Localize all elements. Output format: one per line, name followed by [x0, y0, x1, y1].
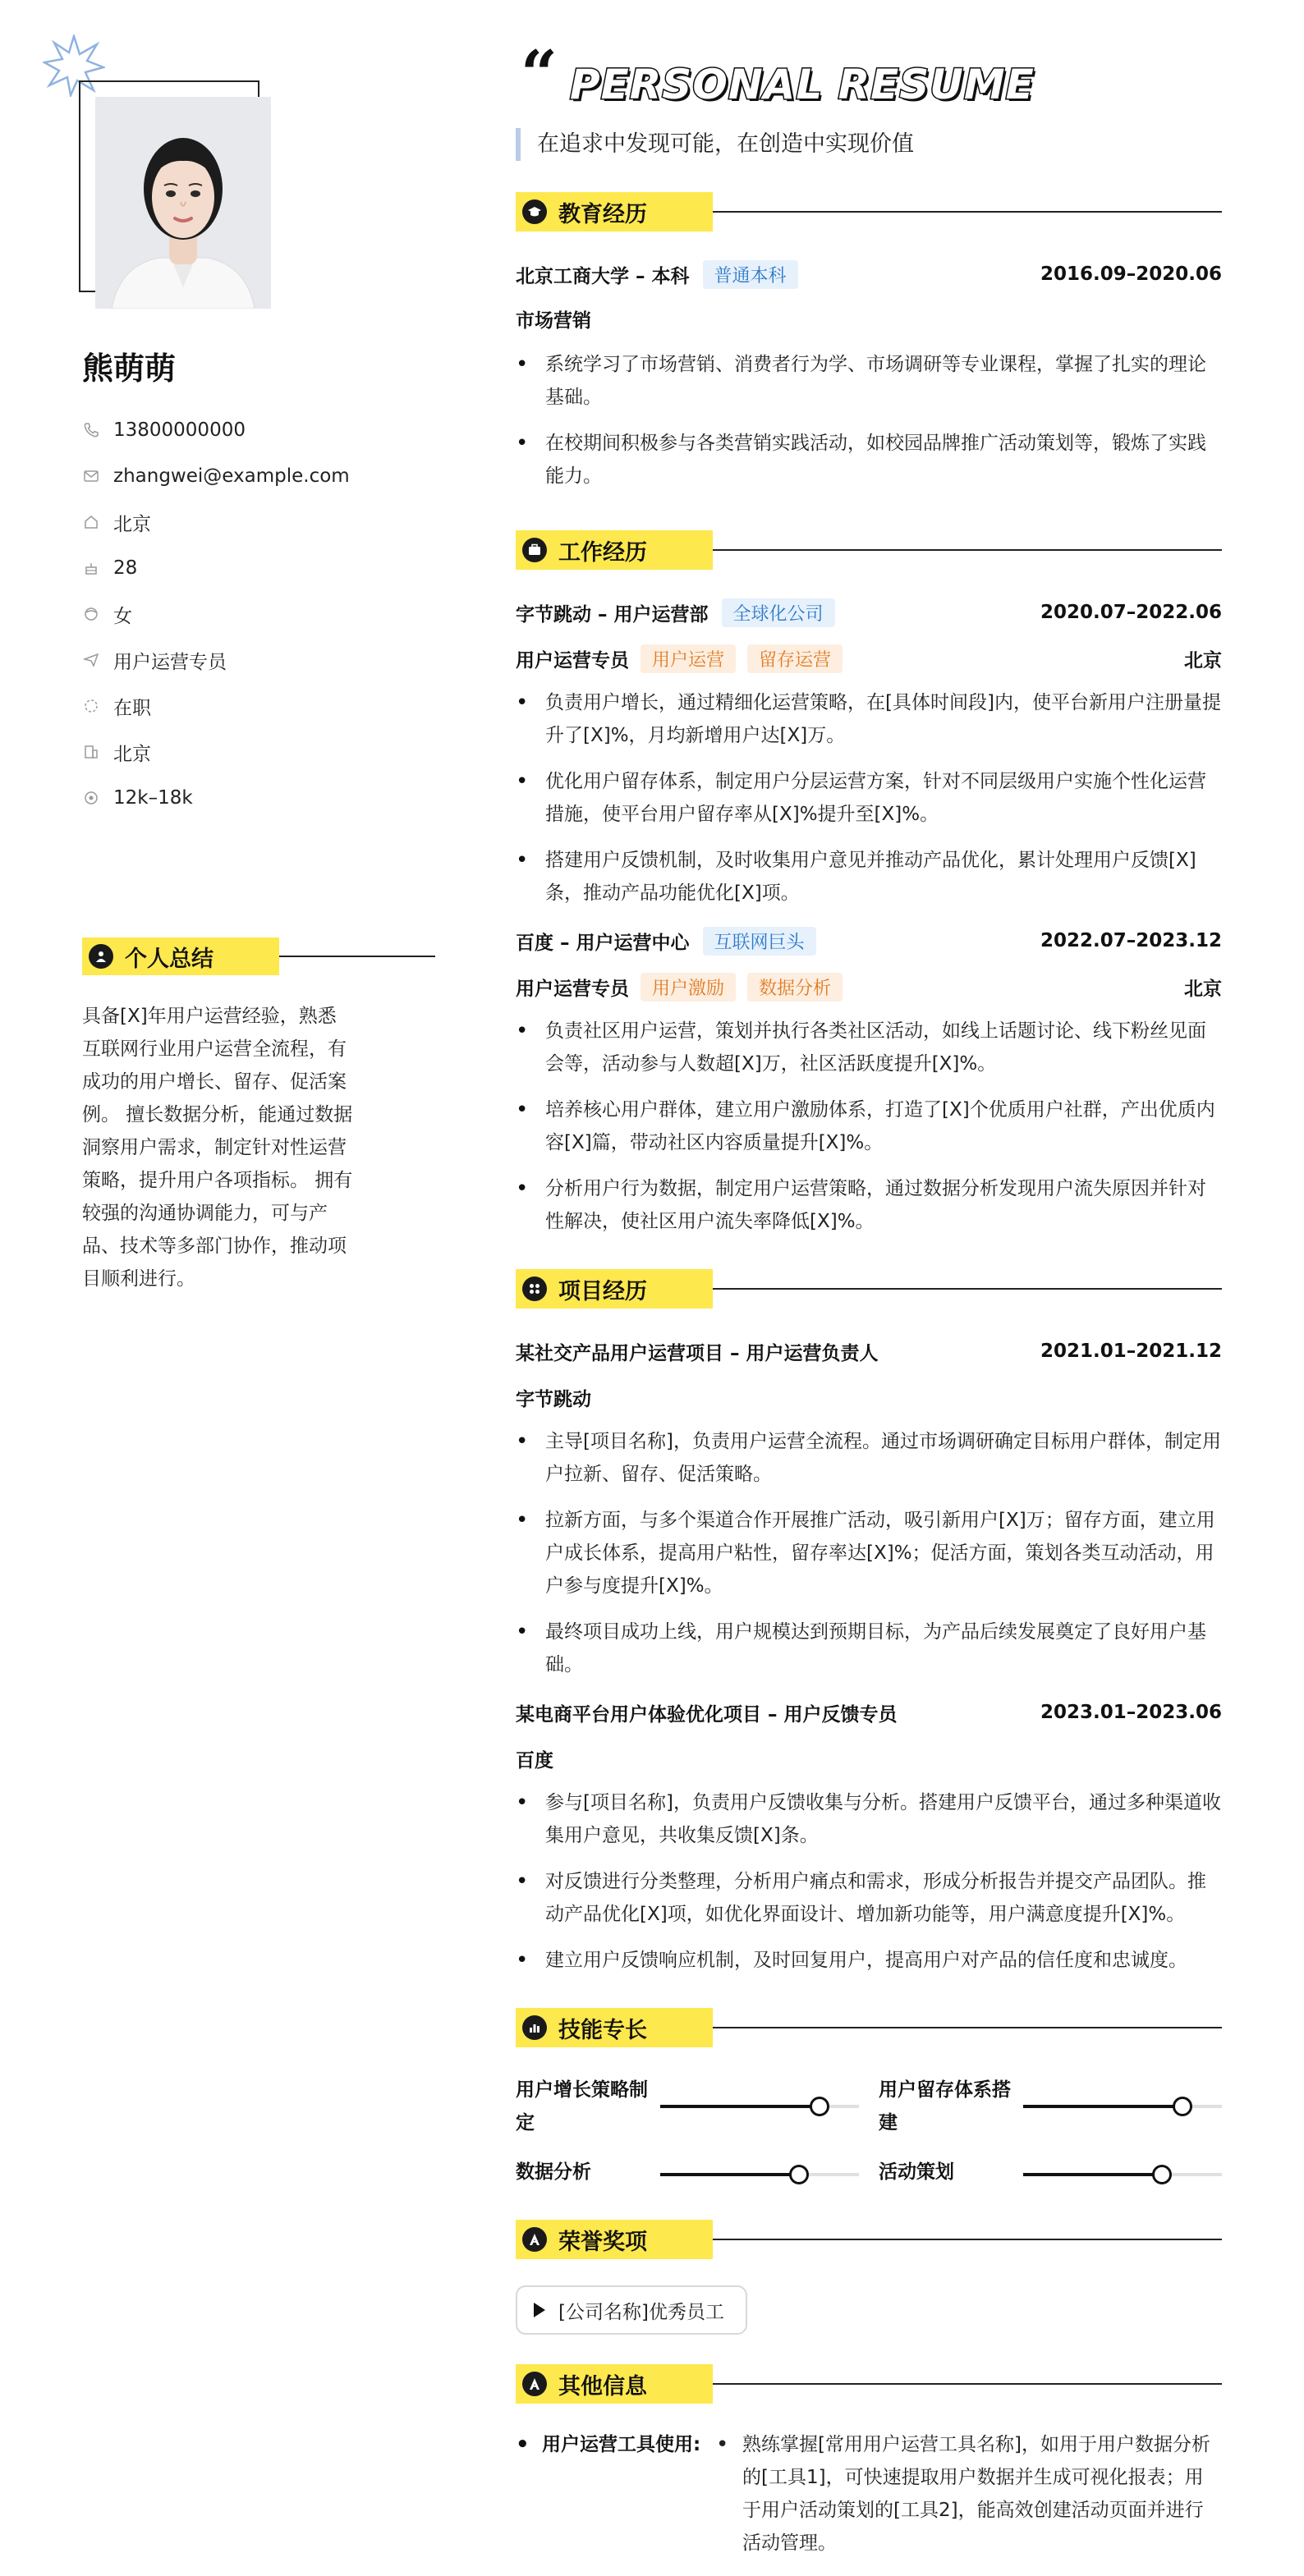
skill-fill	[660, 2173, 799, 2176]
job-2-company-badge: 互联网巨头	[703, 927, 816, 956]
job-1-role-row	[516, 642, 1222, 675]
skill-knob	[1173, 2097, 1192, 2116]
info-city	[82, 729, 350, 775]
phone-text: 13800000000	[113, 419, 246, 441]
job-1-city: 北京	[1184, 649, 1222, 672]
skills-divider	[713, 2027, 1222, 2028]
other-title-tag	[516, 2364, 713, 2404]
work-section-header	[516, 530, 1222, 570]
education-entry-header	[516, 258, 1222, 291]
graduation-cap-icon	[522, 199, 547, 224]
list-item: • 系统学习了市场营销、消费者行为学、市场调研等专业课程，掌握了扎实的理论基础。	[516, 348, 1222, 414]
project-1-bullets	[516, 1425, 1222, 1694]
work-divider	[713, 549, 1222, 551]
resume-hero-title: PERSONAL RESUME	[570, 61, 1035, 108]
list-item: • 培养核心用户群体，建立用户激励体系，打造了[X]个优质用户社群，产出优质内容[X]篇，带动社区内容质量提升[X]%。	[516, 1093, 1222, 1159]
project-1-name: 某社交产品用户运营项目 – 用户运营负责人	[516, 1342, 879, 1364]
mail-icon	[82, 467, 100, 485]
job-2-tag-1: 用户激励	[641, 973, 736, 1002]
work-title-tag	[516, 530, 713, 570]
skill-label: 用户增长策略制定	[516, 2079, 648, 2134]
job-2-header	[516, 924, 1222, 957]
list-item: • 分析用户行为数据，制定用户运营策略，通过数据分析发现用户流失原因并针对性解决，使社区用户流失率降低[X]%。	[516, 1172, 1222, 1238]
education-bullets	[516, 348, 1222, 506]
skill-knob	[1152, 2165, 1172, 2184]
project-2-name: 某电商平台用户体验优化项目 – 用户反馈专员	[516, 1703, 898, 1726]
briefcase-icon	[522, 538, 547, 562]
skill-fill	[1023, 2173, 1162, 2176]
job-1-date: 2020.07–2022.06	[1040, 602, 1222, 623]
skill-fill	[660, 2105, 820, 2108]
skill-item	[879, 2074, 1224, 2139]
projects-divider	[713, 1288, 1222, 1290]
education-title: 教育经历	[558, 201, 647, 227]
position-text: 用户运营专员	[113, 651, 227, 673]
skills-title: 技能专长	[558, 2017, 647, 2043]
job-1-company: 字节跳动 – 用户运营部	[516, 603, 709, 626]
skill-item	[516, 2156, 861, 2221]
job-1-header	[516, 596, 1222, 629]
project-1-date: 2021.01–2021.12	[1040, 1341, 1222, 1362]
gender-text: 女	[113, 605, 132, 627]
info-location	[82, 499, 350, 545]
project-2-date: 2023.01–2023.06	[1040, 1702, 1222, 1723]
skill-knob	[789, 2165, 809, 2184]
skill-label: 用户留存体系搭建	[879, 2079, 1011, 2134]
status-text: 在职	[113, 697, 151, 719]
school-badge: 普通本科	[703, 260, 798, 289]
coin-icon	[82, 789, 100, 807]
grid-icon	[522, 1277, 547, 1301]
bar-chart-icon	[522, 2015, 547, 2040]
list-item: • 建立用户反馈响应机制，及时回复用户，提高用户对产品的信任度和忠诚度。	[516, 1944, 1222, 1977]
skill-track	[660, 2173, 859, 2176]
job-1-company-badge: 全球化公司	[722, 598, 835, 627]
job-2-role-row	[516, 970, 1222, 1003]
age-text: 28	[113, 557, 138, 579]
job-1-tag-2: 留存运营	[747, 644, 843, 673]
list-item: • 搭建用户反馈机制，及时收集用户意见并推动产品优化，累计处理用户反馈[X]条，推动产品功能优化[X]项。	[516, 844, 1222, 910]
job-2-date: 2022.07–2023.12	[1040, 930, 1222, 951]
skill-track	[1023, 2173, 1222, 2176]
projects-section-header	[516, 1269, 1222, 1309]
other-info-text: • 熟练掌握[常用用户运营工具名称]，如用于用户数据分析的[工具1]，可快速提取用户数据并生成可视化报表；用于用户活动策划的[工具2]，能高效创建活动页面并进行活动管理。	[716, 2428, 1222, 2560]
job-2-company: 百度 – 用户运营中心	[516, 932, 690, 954]
info-email	[82, 453, 350, 499]
contact-info-list	[82, 407, 350, 821]
skill-item	[516, 2074, 861, 2139]
awards-title: 荣誉奖项	[558, 2229, 647, 2255]
quote-mark: “	[521, 37, 558, 112]
list-item: • 对反馈进行分类整理，分析用户痛点和需求，形成分析报告并提交产品团队。推动产品优化[X]项，如优化界面设计、增加新功能等，用户满意度提升[X]%。	[516, 1865, 1222, 1931]
city-text: 北京	[113, 743, 151, 765]
job-2-role: 用户运营专员	[516, 978, 629, 1000]
skill-knob	[810, 2097, 829, 2116]
list-item: • 拉新方面，与多个渠道合作开展推广活动，吸引新用户[X]万；留存方面，建立用户成长体系，提高用户粘性，留存率达[X]%；促活方面，策划各类互动活动，用户参与度提升[X]%。	[516, 1504, 1222, 1602]
info-icon	[522, 2372, 547, 2396]
list-item: • 最终项目成功上线，用户规模达到预期目标，为产品后续发展奠定了良好用户基础。	[516, 1616, 1222, 1681]
job-1-tag-1: 用户运营	[641, 644, 736, 673]
list-item: • 主导[项目名称]，负责用户运营全流程。通过市场调研确定目标用户群体，制定用户拉新、留存、促活策略。	[516, 1425, 1222, 1491]
skill-label: 活动策划	[879, 2161, 954, 2183]
skills-title-tag	[516, 2008, 713, 2047]
education-divider	[713, 211, 1222, 213]
salary-text: 12k–18k	[113, 787, 193, 809]
building-icon	[82, 743, 100, 761]
other-divider	[713, 2383, 1222, 2385]
other-info-label: • 用户运营工具使用:	[516, 2428, 713, 2461]
skill-item	[879, 2156, 1224, 2221]
school-name: 北京工商大学 – 本科	[516, 265, 690, 287]
home-icon	[82, 513, 100, 531]
awards-divider	[713, 2239, 1222, 2240]
summary-divider	[279, 956, 435, 957]
award-item	[516, 2285, 747, 2335]
education-major: 市场营销	[516, 310, 591, 332]
list-item: • 参与[项目名称]，负责用户反馈收集与分析。搭建用户反馈平台，通过多种渠道收集用户意见，共收集反馈[X]条。	[516, 1786, 1222, 1852]
candidate-name: 熊萌萌	[82, 351, 177, 387]
info-status	[82, 683, 350, 729]
list-item: • 负责社区用户运营，策划并执行各类社区活动，如线上话题讨论、线下粉丝见面会等，活动参与人数超[X]万，社区活跃度提升[X]%。	[516, 1015, 1222, 1080]
project-2-header	[516, 1696, 1222, 1729]
other-title: 其他信息	[558, 2373, 647, 2400]
list-item: • 负责用户增长，通过精细化运营策略，在[具体时间段]内，使平台新用户注册量提升了[X]%，月均新增用户达[X]万。	[516, 686, 1222, 752]
job-2-city: 北京	[1184, 978, 1222, 1000]
awards-section-header	[516, 2220, 1222, 2259]
job-1-bullets	[516, 686, 1222, 923]
skills-section-header	[516, 2008, 1222, 2047]
summary-section-header	[82, 937, 353, 975]
education-date: 2016.09–2020.06	[1040, 264, 1222, 285]
education-section-header	[516, 192, 1222, 231]
info-phone	[82, 407, 350, 453]
send-icon	[82, 651, 100, 669]
list-item: • 优化用户留存体系，制定用户分层运营方案，针对不同层级用户实施个性化运营措施，使平台用户留存率从[X]%提升至[X]%。	[516, 765, 1222, 831]
summary-title: 个人总结	[125, 946, 214, 972]
cake-icon	[82, 559, 100, 577]
skill-fill	[1023, 2105, 1182, 2108]
job-2-tag-2: 数据分析	[747, 973, 843, 1002]
projects-title: 项目经历	[558, 1278, 647, 1304]
skill-track	[1023, 2105, 1222, 2108]
education-title-tag	[516, 192, 713, 231]
motto: 在追求中发现可能，在创造中实现价值	[516, 128, 914, 161]
info-gender	[82, 591, 350, 637]
sidebar	[0, 0, 411, 2576]
phone-icon	[82, 421, 100, 439]
info-position	[82, 637, 350, 683]
award-text: [公司名称]优秀员工	[558, 2301, 724, 2323]
gender-icon	[82, 605, 100, 623]
summary-text: 具备[X]年用户运营经验，熟悉互联网行业用户运营全流程，有成功的用户增长、留存、促活案例。 擅长数据分析，能通过数据洞察用户需求，制定针对性运营策略，提升用户各项指标。 拥有较强的沟通协调能力，可与产品、技术等多部门协作，推动项目顺利进行。	[82, 1006, 353, 1290]
avatar	[95, 97, 271, 309]
play-triangle-icon	[534, 2303, 545, 2317]
other-section-header	[516, 2364, 1222, 2404]
info-salary	[82, 775, 350, 821]
work-title: 工作经历	[558, 539, 647, 566]
projects-title-tag	[516, 1269, 713, 1309]
summary-title-tag	[82, 937, 279, 975]
list-item: • 在校期间积极参与各类营销实践活动，如校园品牌推广活动策划等，锻炼了实践能力。	[516, 427, 1222, 493]
project-1-header	[516, 1335, 1222, 1368]
skill-track	[660, 2105, 859, 2108]
job-2-bullets	[516, 1015, 1222, 1251]
awards-title-tag	[516, 2220, 713, 2259]
loading-icon	[82, 697, 100, 715]
job-1-role: 用户运营专员	[516, 649, 629, 672]
user-icon	[89, 944, 113, 969]
info-age	[82, 545, 350, 591]
skill-label: 数据分析	[516, 2161, 591, 2183]
award-icon	[522, 2227, 547, 2252]
email-text: zhangwei@example.com	[113, 465, 350, 487]
location-text: 北京	[113, 513, 151, 535]
project-2-org: 百度	[516, 1750, 553, 1772]
project-1-org: 字节跳动	[516, 1389, 591, 1410]
project-2-bullets	[516, 1786, 1222, 1990]
